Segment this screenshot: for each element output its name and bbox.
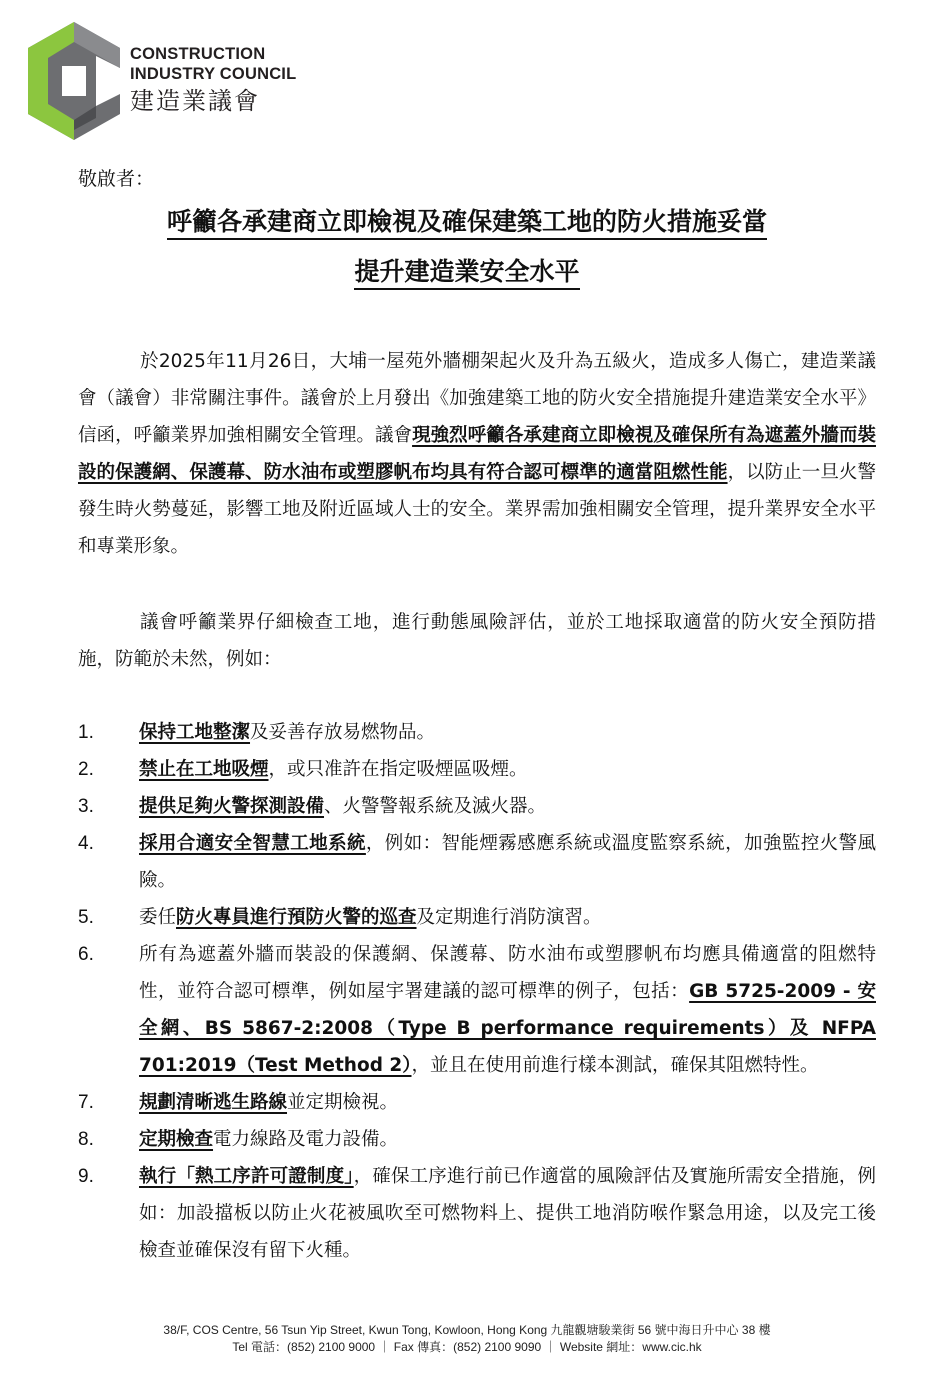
list-item <box>78 1084 876 1121</box>
list-item <box>78 1121 876 1158</box>
paragraph-1-emphasis: 現強烈呼籲各承建商立即檢視及確保所有為遮蓋外牆而裝設的保護網、保護幕、防水油布或塑膠帆布均具有符合認可標準的適當阻燃性能 <box>78 425 876 483</box>
list-item-emphasis: 執行「熱工序許可證制度」 <box>139 1166 354 1187</box>
list-item-text: 所有為遮蓋外牆而裝設的保護網、保護幕、防水油布或塑膠帆布均應具備適當的阻燃特性，並符合認可標準，例如屋宇署建議的認可標準的例子，包括： <box>139 944 876 1002</box>
salutation: 敬啟者： <box>78 168 155 190</box>
list-item <box>78 751 876 788</box>
list-item-text: 電力線路及電力設備。 <box>213 1129 399 1150</box>
cic-logo-icon <box>28 22 120 140</box>
title-line-1: 呼籲各承建商立即檢視及確保建築工地的防火措施妥當 <box>167 207 767 240</box>
list-item-number: 1. <box>78 722 94 743</box>
letter-subtitle <box>0 254 934 290</box>
list-item-emphasis: 提供足夠火警探測設備 <box>139 796 325 817</box>
paragraph-2: 議會呼籲業界仔細檢查工地，進行動態風險評估，並於工地採取適當的防火安全預防措施，防範於未然，例如： <box>78 612 876 670</box>
org-name-en-line2: INDUSTRY COUNCIL <box>130 65 297 83</box>
paragraph-1 <box>78 343 876 565</box>
list-item-emphasis: 採用合適安全智慧工地系統 <box>139 833 366 854</box>
list-item-text: 、火警警報系統及滅火器。 <box>324 796 547 817</box>
list-item-number: 3. <box>78 796 94 817</box>
list-item-emphasis: 禁止在工地吸煙 <box>139 759 269 780</box>
footer-contact: Tel 電話：(852) 2100 9000 ｜ Fax 傳真：(852) 2100 9090 ｜ Website 網址：www.cic.hk <box>232 1340 702 1354</box>
list-item-text: 及定期進行消防演習。 <box>416 907 602 928</box>
list-item <box>78 825 876 899</box>
list-item-text: 及妥善存放易燃物品。 <box>250 722 436 743</box>
list-item-number: 5. <box>78 907 94 928</box>
list-item-emphasis: 定期檢查 <box>139 1129 214 1150</box>
list-item-text: ，例如：智能煙霧感應系統或溫度監察系統，加強監控火警風險。 <box>139 833 876 891</box>
list-item <box>78 899 876 936</box>
list-item <box>78 788 876 825</box>
footer-address: 38/F, COS Centre, 56 Tsun Yip Street, Kwun Tong, Kowloon, Hong Kong 九龍觀塘駿業街 56 號中海日升中心 38 樓 <box>163 1323 771 1337</box>
list-item <box>78 1158 876 1269</box>
paragraph-1-text-c: ，以防止一旦火警發生時火勢蔓延，影響工地及附近區域人士的安全。業界需加強相關安全管理，提升業界安全水平和專業形象。 <box>78 462 876 557</box>
list-item-text: 委任 <box>139 907 177 928</box>
list-item-emphasis: GB 5725-2009 - 安全網、BS 5867-2:2008（Type B performance requirements）及 NFPA 701:2019（Test Method 2） <box>139 981 876 1076</box>
list-item-text: ，或只准許在指定吸煙區吸煙。 <box>268 759 528 780</box>
list-item <box>78 936 876 1084</box>
measures-list <box>78 714 876 1269</box>
list-item-number: 2. <box>78 759 94 780</box>
list-item-emphasis: 保持工地整潔 <box>139 722 251 743</box>
organization-name <box>130 44 296 116</box>
list-item-number: 9. <box>78 1166 94 1187</box>
list-item-number: 8. <box>78 1129 94 1150</box>
list-item-emphasis: 防火專員進行預防火警的巡查 <box>176 907 417 928</box>
letter-title <box>0 204 934 240</box>
list-item-number: 7. <box>78 1092 94 1113</box>
org-name-en-line1: CONSTRUCTION <box>130 45 266 63</box>
list-item-text: 並定期檢視。 <box>287 1092 399 1113</box>
paragraph-1-text-a: 於2025年11月26日，大埔一屋苑外牆棚架起火及升為五級火，造成多人傷亡，建造業議會（議會）非常關注事件。議會於上月發出《加強建築工地的防火安全措施提升建造業安全水平》信函，呼籲業界加強相關安全管理。議會 <box>78 351 876 446</box>
list-item <box>78 714 876 751</box>
list-item-text: ，確保工序進行前已作適當的風險評估及實施所需安全措施，例如：加設擋板以防止火花被風吹至可燃物料上、提供工地消防喉作緊急用途，以及完工後檢查並確保沒有留下火種。 <box>139 1166 876 1261</box>
list-item-number: 4. <box>78 833 94 854</box>
title-line-2: 提升建造業安全水平 <box>354 257 579 290</box>
org-name-zh: 建造業議會 <box>130 87 260 115</box>
list-item-text: ，並且在使用前進行樣本測試，確保其阻燃特性。 <box>411 1055 819 1076</box>
list-item-emphasis: 規劃清晰逃生路線 <box>139 1092 288 1113</box>
list-item-number: 6. <box>78 944 94 965</box>
